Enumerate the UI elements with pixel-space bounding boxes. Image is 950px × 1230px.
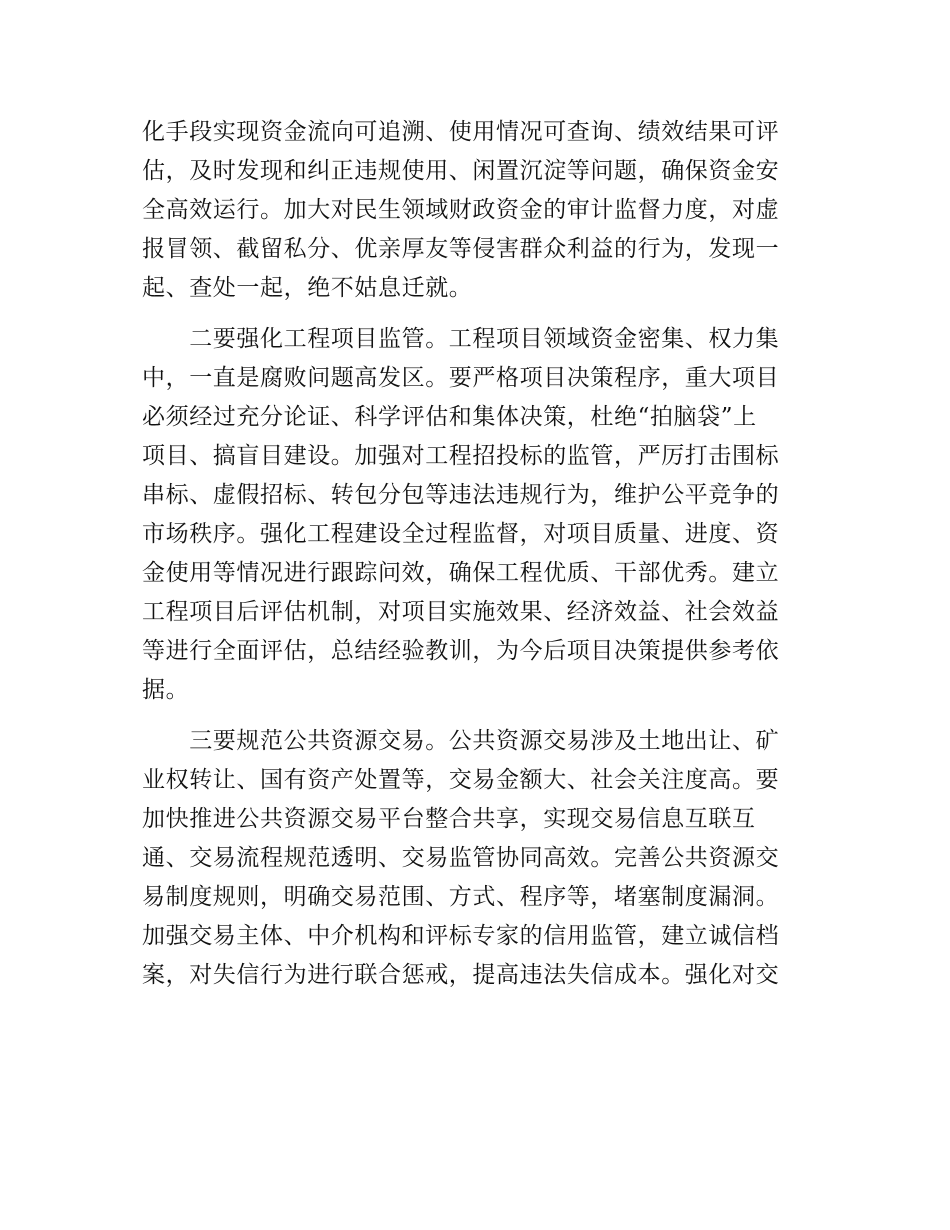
text-line: 报冒领、截留私分、优亲厚友等侵害群众利益的行为，发现一 [142, 236, 780, 262]
text-line: 三要规范公共资源交易。公共资源交易涉及土地出让、矿 [142, 728, 780, 754]
text-line: 必须经过充分论证、科学评估和集体决策，杜绝“拍脑袋”上 [142, 404, 757, 430]
text-line: 化手段实现资金流向可追溯、使用情况可查询、绩效结果可评 [142, 119, 780, 145]
text-line: 据。 [142, 677, 190, 703]
document-body [142, 113, 810, 1007]
text-line: 二要强化工程项目监管。工程项目领域资金密集、权力集 [142, 326, 780, 352]
text-line: 工程项目后评估机制，对项目实施效果、经济效益、社会效益 [142, 599, 780, 625]
text-line: 加强交易主体、中介机构和评标专家的信用监管，建立诚信档 [142, 923, 780, 949]
paragraph-public-resources [142, 722, 810, 995]
text-line: 项目、搞盲目建设。加强对工程招投标的监管，严厉打击围标 [142, 443, 780, 469]
text-line: 等进行全面评估，总结经验教训，为今后项目决策提供参考依 [142, 638, 780, 664]
text-line: 串标、虚假招标、转包分包等违法违规行为，维护公平竞争的 [142, 482, 780, 508]
text-line: 案，对失信行为进行联合惩戒，提高违法失信成本。强化对交 [142, 962, 780, 988]
text-line: 估，及时发现和纠正违规使用、闲置沉淀等问题，确保资金安 [142, 158, 780, 184]
text-line: 全高效运行。加大对民生领域财政资金的审计监督力度，对虚 [142, 197, 780, 223]
text-line: 市场秩序。强化工程建设全过程监督，对项目质量、进度、资 [142, 521, 780, 547]
paragraph-fund-supervision [142, 113, 810, 308]
text-line: 业权转让、国有资产处置等，交易金额大、社会关注度高。要 [142, 767, 780, 793]
text-line: 通、交易流程规范透明、交易监管协同高效。完善公共资源交 [142, 845, 780, 871]
text-line: 起、查处一起，绝不姑息迁就。 [142, 275, 473, 301]
text-line: 加快推进公共资源交易平台整合共享，实现交易信息互联互 [142, 806, 756, 832]
text-line: 金使用等情况进行跟踪问效，确保工程优质、干部优秀。建立 [142, 560, 780, 586]
text-line: 易制度规则，明确交易范围、方式、程序等，堵塞制度漏洞。 [142, 884, 780, 910]
text-line: 中，一直是腐败问题高发区。要严格项目决策程序，重大项目 [142, 365, 780, 391]
paragraph-engineering-projects [142, 320, 810, 710]
